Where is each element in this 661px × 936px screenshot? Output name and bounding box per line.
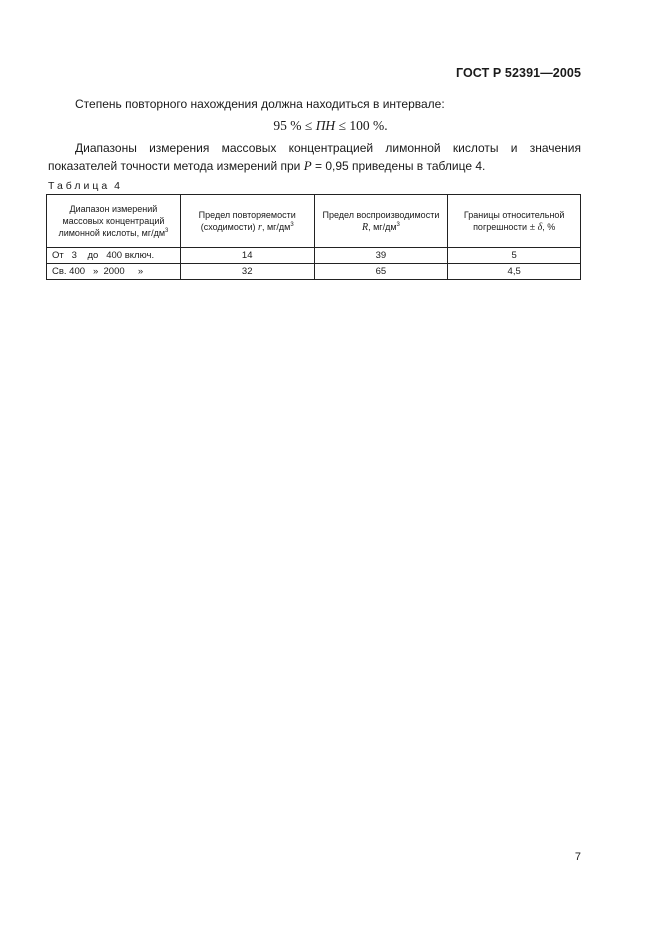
header-col4-symbol: ± δ (529, 221, 543, 233)
header-col2-var: r (258, 221, 262, 233)
accuracy-table (46, 194, 581, 280)
header-col2-sup: 3 (290, 221, 294, 228)
formula-variable: ПН (315, 118, 336, 133)
cell-repeatability: 14 (180, 248, 314, 264)
table-header-row (47, 195, 581, 248)
formula-right: ≤ 100 %. (338, 118, 388, 133)
header-col2-line2 (181, 221, 314, 234)
header-col4-line2 (448, 221, 580, 234)
header-col3-suffix: , мг/дм (368, 221, 397, 232)
header-col1-line3-text: лимонной кислоты, мг/дм (58, 228, 166, 238)
page-number: 7 (574, 851, 581, 863)
table-row (47, 248, 581, 264)
header-col2-suffix: , мг/дм (261, 221, 291, 232)
header-col3-line2 (315, 221, 448, 234)
paragraph-ranges-text-1: Диапазоны измерения массовых концентрацией лимонной кислоты и значения показателей точности метода измерений при (48, 141, 581, 173)
cell-repeatability: 32 (180, 264, 314, 280)
header-measurement-range (47, 195, 181, 248)
header-col3-var: R (361, 221, 369, 233)
header-col3-sup: 3 (396, 221, 400, 228)
paragraph-ranges (48, 140, 581, 175)
paragraph-ranges-text-2: = 0,95 приведены в таблице 4. (311, 159, 486, 173)
header-col4-line1: Границы относительной (463, 209, 565, 220)
cell-reproducibility: 65 (314, 264, 448, 280)
header-col1-sup: 3 (165, 228, 169, 234)
paragraph-recovery-degree: Степень повторного нахождения должна находиться в интервале: (75, 97, 445, 111)
header-relative-error-bounds (448, 195, 581, 248)
header-reproducibility-limit (314, 195, 448, 248)
header-col1-line2: массовых концентраций (62, 216, 165, 226)
table-row (47, 264, 581, 280)
cell-relative-error: 5 (448, 248, 581, 264)
cell-range: От 3 до 400 включ. (47, 248, 181, 264)
cell-relative-error: 4,5 (448, 264, 581, 280)
header-col4-suffix: , % (542, 221, 556, 232)
header-col2-prefix: (сходимости) (200, 221, 259, 232)
probability-variable: P (303, 158, 312, 173)
table-caption (48, 180, 120, 192)
header-col1-line3 (47, 227, 180, 239)
header-col2-line1: Предел повторяемости (198, 209, 296, 220)
table-caption-word: Таблица (48, 180, 111, 192)
header-col1-line1: Диапазон измерений (69, 204, 158, 214)
standard-code: ГОСТ Р 52391—2005 (455, 66, 581, 80)
cell-reproducibility: 39 (314, 248, 448, 264)
header-col4-prefix: погрешности (473, 221, 530, 232)
recovery-formula (0, 118, 661, 134)
table-caption-number: 4 (114, 180, 121, 192)
formula-left: 95 % ≤ (273, 118, 313, 133)
cell-range: Св. 400 » 2000 » (47, 264, 181, 280)
header-col3-line1: Предел воспроизводимости (322, 209, 440, 220)
header-repeatability-limit (180, 195, 314, 248)
